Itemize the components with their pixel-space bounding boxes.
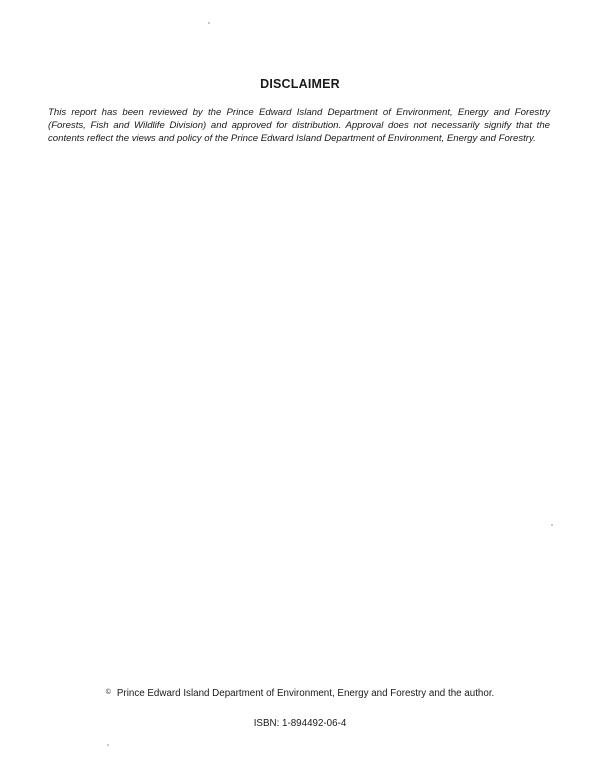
copyright-icon: ©	[105, 689, 111, 696]
isbn-number: ISBN: 1-894492-06-4	[253, 718, 347, 729]
copyright-notice	[0, 688, 600, 699]
scan-speck	[551, 524, 553, 526]
disclaimer-text: This report has been reviewed by the Prince Edward Island Department of Environment, Energy and Forestry (Forests, Fish and Wildlife Division) and approved for distribution. Approval does not necessarily signify that the contents reflect the views and policy of the Prince Edward Island Department of Environment, Energy and Forestry.	[48, 107, 550, 145]
scan-speck	[208, 22, 210, 24]
scan-speck	[107, 744, 109, 746]
copyright-text: Prince Edward Island Department of Environment, Energy and Forestry and the author.	[116, 688, 495, 699]
page-title: DISCLAIMER	[260, 77, 340, 91]
